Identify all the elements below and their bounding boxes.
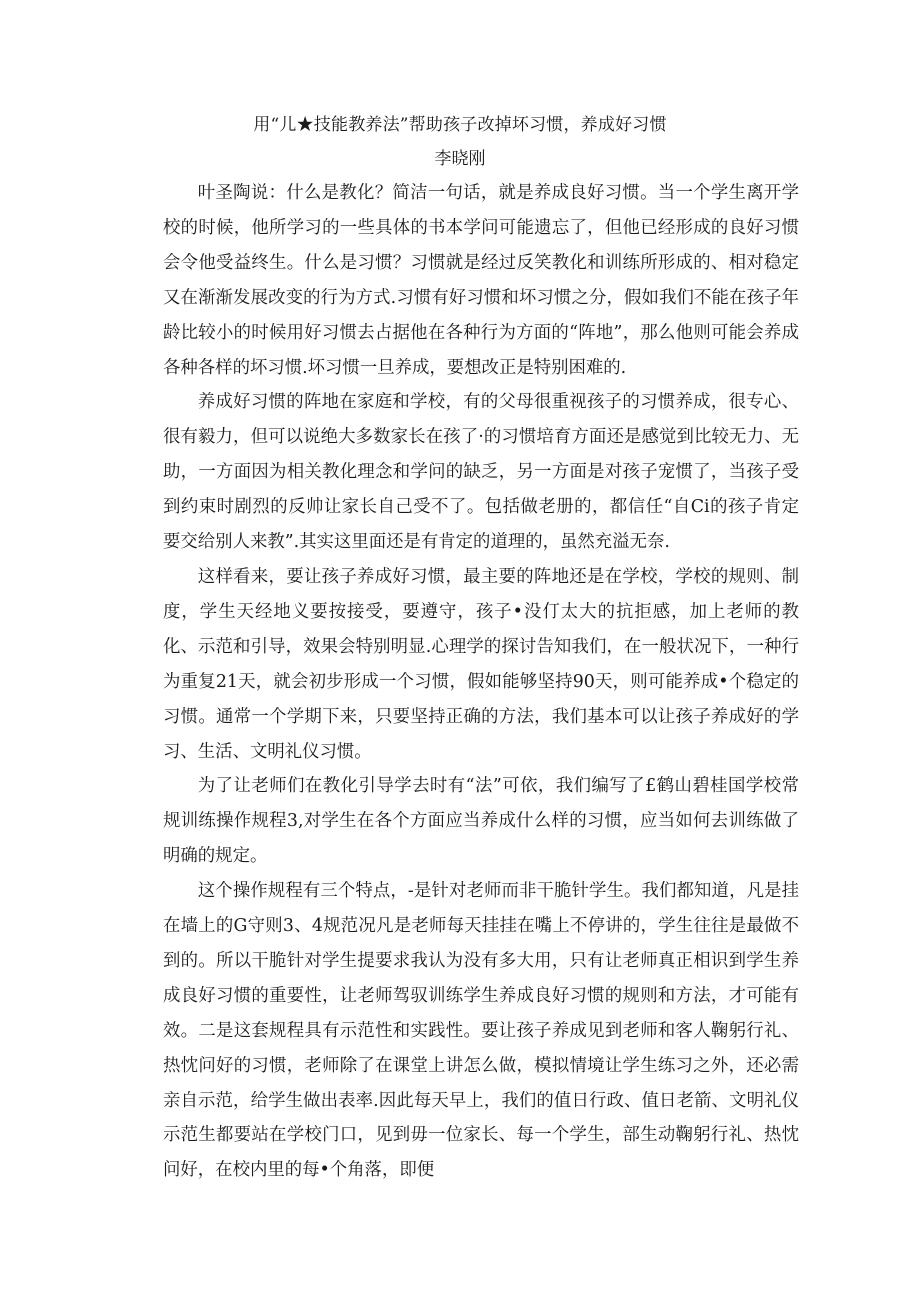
- paragraph: 这个操作规程有三个特点，-是针对老师而非干脆针学生。我们都知道，凡是挂在墙上的G守则3、4规范况凡是老师每天挂挂在嘴上不停讲的，学生往往是最做不到的。所以干脆针对学生提要求我认为没有多大用，只有让老师真正相识到学生养成良好习惯的重要性，让老师驾驭训练学生养成良好习惯的规则和方法，才可能有效。二是这套规程具有示范性和实践性。要让孩子养成见到老师和客人鞠躬行礼、热忱问好的习惯，老师除了在课堂上讲怎么做，模拟情境让学生练习之外，还必需亲自示范，给学生做出表率.因此每天早上，我们的值日行政、值日老箭、文明礼仪示范生都要站在学校门口，见到毋一位家长、每一个学生，部生动鞠躬行礼、热忱问好，在校内里的每•个角落，即便: [163, 881, 799, 1181]
- document-author: 李晓刚: [434, 149, 486, 169]
- paragraph: 这样看来，要让孩子养成好习惯，最主要的阵地还是在学校，学校的规则、制度，学生天经地义要按接受，要遵守，孩子•没仃太大的抗拒感，加上老师的教化、示范和引导，效果会特别明显.心理学的探讨告知我们，在一般状况下，一种行为重复21天，就会初步形成一个习惯，假如能够坚持90天，则可能养成•个稳定的习惯。通常一个学期下来，只要坚持正确的方法，我们基本可以让孩子养成好的学习、生活、文明礼仪习惯。: [163, 566, 799, 762]
- paragraph: 养成好习惯的阵地在家庭和学校，有的父母很重视孩子的习惯养成，很专心、很有毅力，但可以说绝大多数家长在孩了·的习惯培育方面还是感觉到比较无力、无助，一方面因为相关教化理念和学问的缺乏，另一方面是对孩子宠惯了，当孩子受到约束时剧烈的反帅让家长自己受不了。包括做老册的，都信任“自Ci的孩子肯定要交给别人来教”.其实这里面还是有肯定的道理的，虽然充溢无奈.: [163, 392, 799, 553]
- paragraph: 为了让老师们在教化引导学去时有“法”可依，我们编写了£鹤山碧桂国学校常规训练操作规程3,对学生在各个方面应当养成什么样的习惯，应当如何去训练做了明确的规定。: [163, 776, 799, 867]
- document-body: [163, 176, 799, 1188]
- document-title: 用“儿★技能教养法”帮助孩子改掉坏习惯，养成好习惯: [253, 115, 667, 135]
- paragraph: 叶圣陶说：什么是教化？简洁一句话，就是养成良好习惯。当一个学生离开学校的时候，他所学习的一些具体的书本学问可能遗忘了，但他已经形成的良好习惯会令他受益终生。什么是习惯？习惯就是经过反笑教化和训练所形成的、相对稳定又在渐渐发展改变的行为方式.习惯有好习惯和坏习惯之分，假如我们不能在孩子年龄比较小的时候用好习惯去占据他在各种行为方面的“阵地”，那么他则可能会养成各种各样的坏习惯.坏习惯一旦养成，要想改正是特别困难的.: [163, 183, 799, 378]
